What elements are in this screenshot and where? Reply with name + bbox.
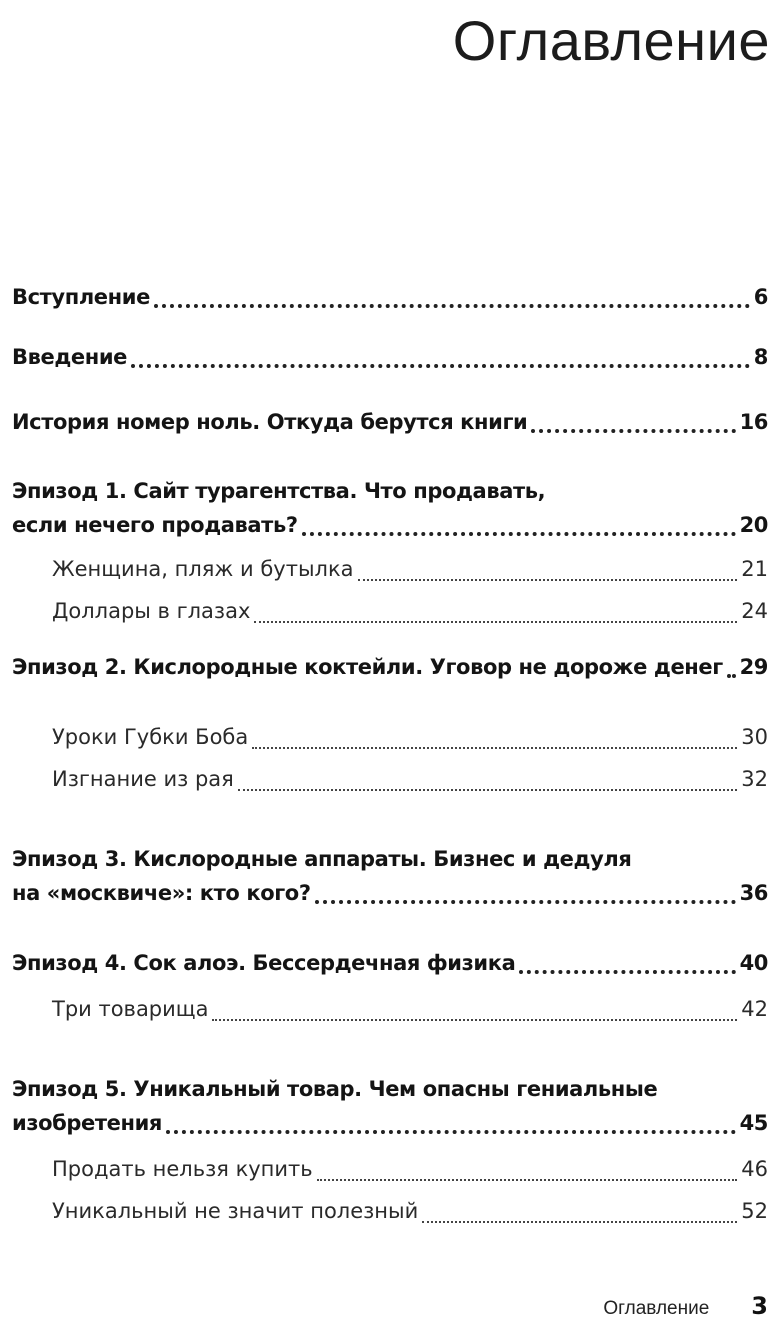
toc-entry-title: Три товарища [52,997,209,1021]
toc-entry-title: на «москвиче»: кто кого? [12,881,311,905]
toc-entry-title: Продать нельзя купить [52,1157,313,1181]
toc-entry-row [12,508,768,542]
toc-page-number: 36 [739,881,768,905]
toc-entry-row [12,280,768,314]
toc-page-number: 32 [741,767,768,791]
toc-section-entry[interactable] [52,1194,768,1228]
toc-entry-row [52,552,768,586]
toc-chapter-entry[interactable] [12,842,768,910]
toc-entry-title: Вступление [12,285,150,309]
toc-entry-title-line: Эпизод 1. Сайт турагентства. Что продавать, [12,479,546,503]
toc-section-entry[interactable] [52,1152,768,1186]
toc-entry-title-line: Эпизод 3. Кислородные аппараты. Бизнес и дедуля [12,847,632,871]
dot-leader [252,747,737,749]
toc-entry-title: Доллары в глазах [52,599,251,623]
toc-page-number: 52 [741,1199,768,1223]
toc-entry-row [52,1194,768,1228]
dot-leader [317,1179,738,1181]
toc-page-number: 46 [741,1157,768,1181]
toc-entry-title-line: Эпизод 5. Уникальный товар. Чем опасны гениальные [12,1077,658,1101]
toc-entry-title: Эпизод 2. Кислородные коктейли. Уговор не дороже денег [12,655,723,679]
toc-entry-row [12,946,768,980]
toc-entry-title: изобретения [12,1111,163,1135]
toc-chapter-entry[interactable] [12,280,768,314]
dot-leader [315,900,736,904]
toc-section-entry[interactable] [52,992,768,1026]
toc-entry-title: Уникальный не значит полезный [52,1199,419,1223]
toc-page-number: 20 [739,513,768,537]
toc-section-entry[interactable] [52,720,768,754]
toc-entry-row [12,340,768,374]
dot-leader [131,364,750,368]
toc-entry-title: История номер ноль. Откуда берутся книги [12,410,528,434]
toc-entry-row [12,876,768,910]
toc-chapter-entry[interactable] [12,1072,768,1140]
toc-entry-row [12,650,768,684]
toc-entry-title: Изгнание из рая [52,767,234,791]
toc-page-number: 42 [741,997,768,1021]
dot-leader [422,1221,737,1223]
toc-entry-row [52,992,768,1026]
toc-section-entry[interactable] [52,762,768,796]
toc-entry-title: Уроки Губки Боба [52,725,249,749]
toc-chapter-entry[interactable] [12,650,768,684]
toc-entry-title: если нечего продавать? [12,513,298,537]
toc-page-number: 29 [739,655,768,679]
toc-page-number: 30 [741,725,768,749]
toc-entry-row [12,1106,768,1140]
toc-page-number: 8 [753,345,768,369]
toc-chapter-entry[interactable] [12,474,768,542]
dot-leader [519,970,735,974]
dot-leader [302,532,736,536]
toc-chapter-entry[interactable] [12,405,768,439]
toc-entry-title: Введение [12,345,128,369]
toc-page-number: 6 [753,285,768,309]
toc-entry-title: Эпизод 4. Сок алоэ. Бессердечная физика [12,951,516,975]
toc-chapter-entry[interactable] [12,946,768,980]
toc-page-number: 21 [741,557,768,581]
dot-leader [254,621,737,623]
toc-section-entry[interactable] [52,552,768,586]
toc-entry-title: Женщина, пляж и бутылка [52,557,354,581]
page-number: 3 [751,1292,768,1320]
dot-leader [531,429,735,433]
dot-leader [212,1019,737,1021]
toc-page-number: 24 [741,599,768,623]
toc-entry-row [52,594,768,628]
dot-leader [166,1130,736,1134]
dot-leader [358,579,738,581]
page-footer [603,1292,768,1320]
toc-section-entry[interactable] [52,594,768,628]
page-title: Оглавление [452,9,770,72]
dot-leader [238,789,737,791]
toc-entry-row [52,720,768,754]
dot-leader [727,674,736,678]
toc-page-number: 45 [739,1111,768,1135]
toc-page-number: 40 [739,951,768,975]
toc-page-number: 16 [739,410,768,434]
toc-chapter-entry[interactable] [12,340,768,374]
dot-leader [154,304,750,308]
toc-entry-row [52,762,768,796]
toc-entry-row [12,405,768,439]
toc-entry-row [52,1152,768,1186]
running-header-label: Оглавление [603,1298,710,1319]
